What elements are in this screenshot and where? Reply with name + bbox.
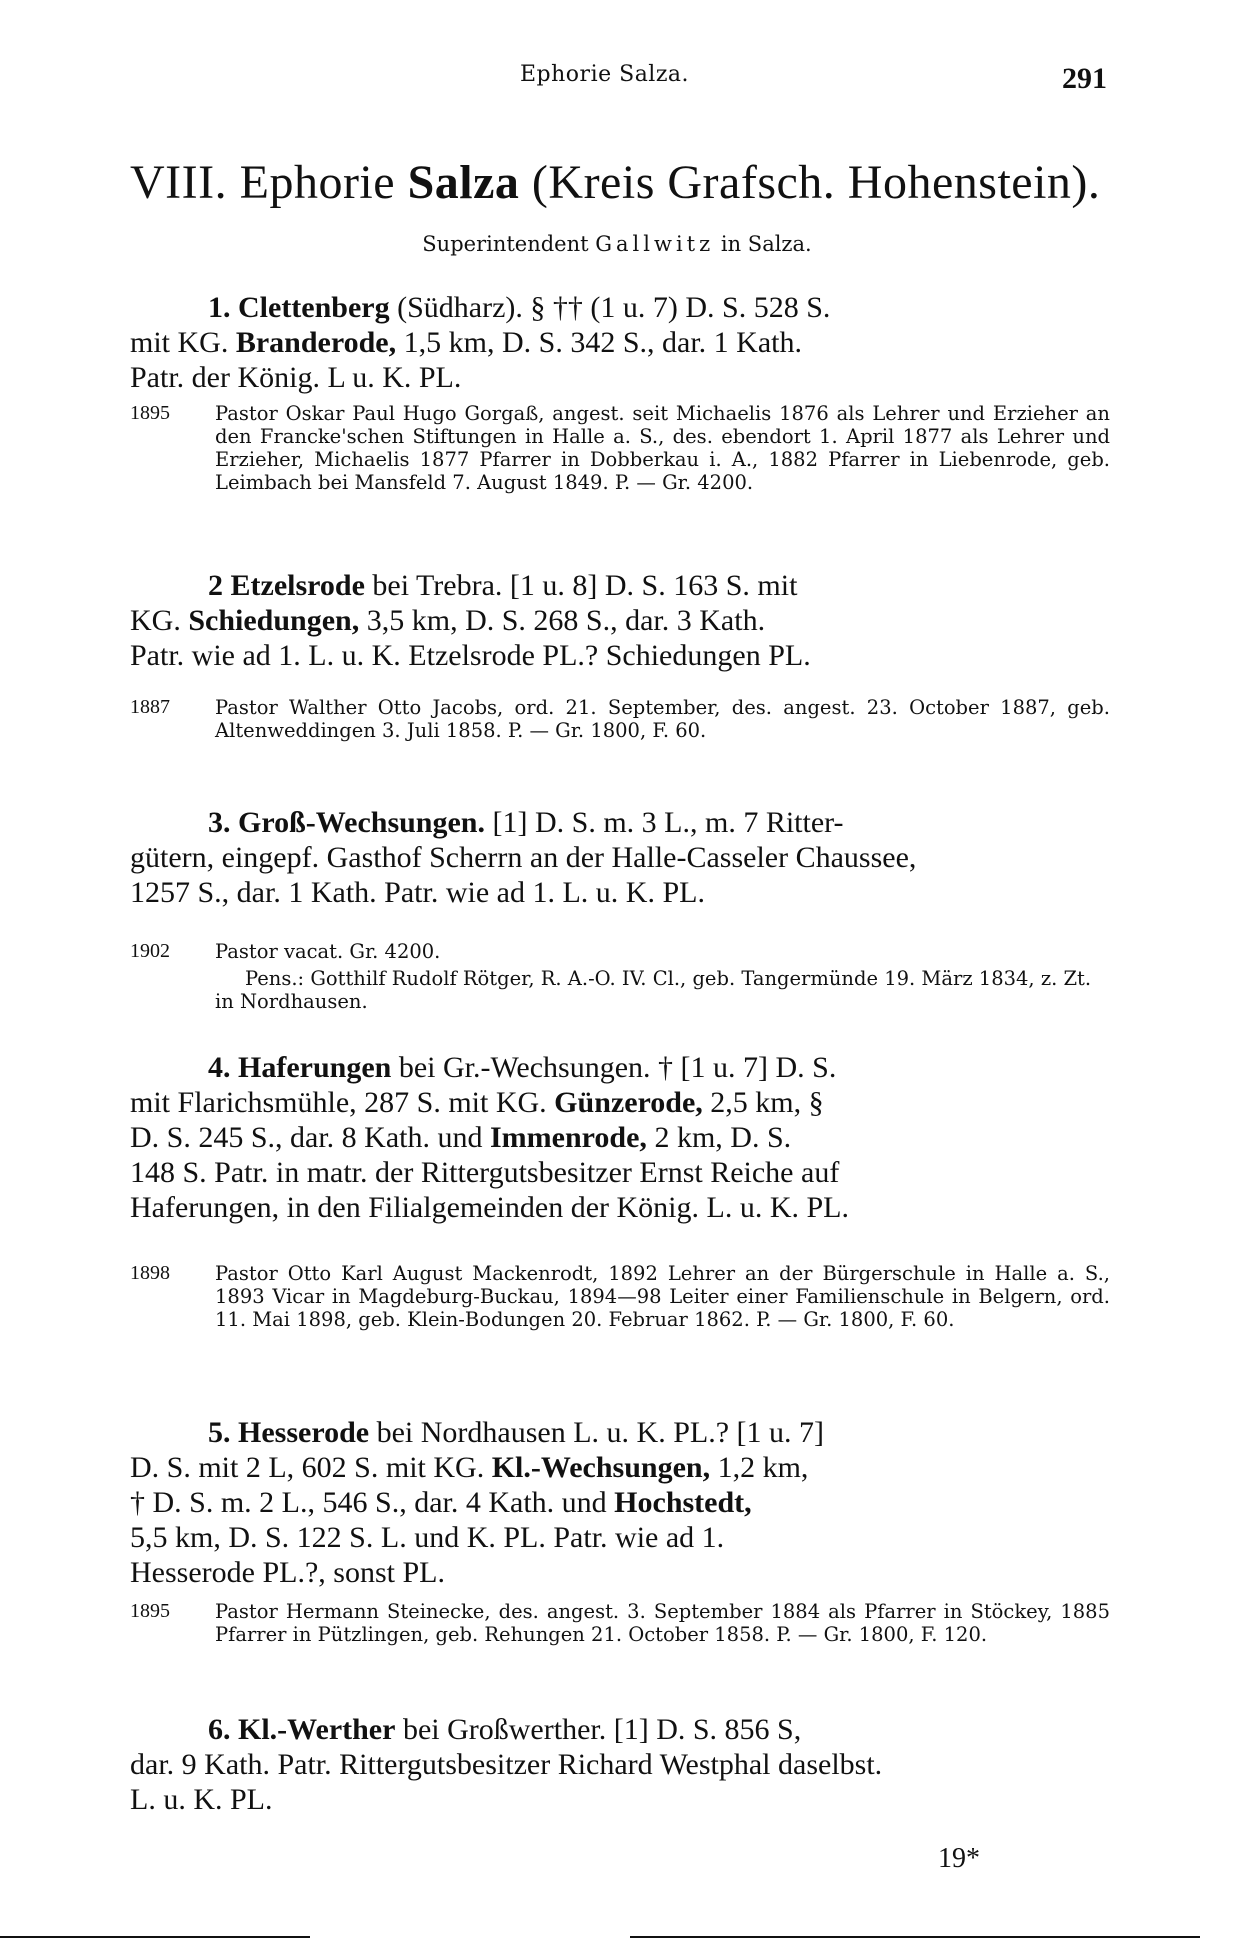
pastor-text: Pastor Walther Otto Jacobs, ord. 21. September, des. angest. 23. October 1887, geb. Altenweddingen 3. Juli 1858. P. — Gr. 1800, F. 60. <box>215 696 1110 742</box>
pastor-note <box>130 1600 1110 1646</box>
page-number: 291 <box>1062 62 1107 95</box>
parish-entry <box>130 568 1110 673</box>
superintendent-place: in Salza. <box>720 232 812 256</box>
entry-text: [1] D. S. m. 3 L., m. 7 Ritter- <box>492 806 844 839</box>
entry-number: 2 <box>208 569 223 602</box>
filial-place-name: Kl.-Wechsungen, <box>491 1451 711 1484</box>
entry-line <box>130 1415 1110 1450</box>
bottom-rule-left <box>0 1936 310 1938</box>
superintendent-line <box>0 232 1234 256</box>
pastor-text: Pastor Hermann Steinecke, des. angest. 3. September 1884 als Pfarrer in Stöckey, 1885 Pfarrer in Pützlingen, geb. Rehungen 21. October 1858. P. — Gr. 1800, F. 120. <box>215 1600 1110 1646</box>
parish-entry <box>130 290 1110 395</box>
entry-line <box>130 568 1110 603</box>
entry-line <box>130 1485 1110 1520</box>
pastor-note <box>130 696 1110 742</box>
pastor-note <box>130 402 1110 494</box>
entry-text: † D. S. m. 2 L., 546 S., dar. 4 Kath. und <box>130 1486 615 1519</box>
entry-number: 6. <box>208 1713 231 1746</box>
pastor-note <box>130 1262 1110 1331</box>
entry-number: 4. <box>208 1051 231 1084</box>
entry-text: 148 S. Patr. in matr. der Rittergutsbesitzer Ernst Reiche auf <box>130 1156 840 1189</box>
entry-text: 3,5 km, D. S. 268 S., dar. 3 Kath. <box>359 604 766 637</box>
entry-line <box>130 875 1110 910</box>
entry-text: Patr. der König. L u. K. PL. <box>130 361 462 394</box>
chapter-title <box>130 155 1120 210</box>
entry-line <box>130 1555 1110 1590</box>
entry-place-name: Clettenberg <box>238 291 390 324</box>
entry-text: KG. <box>130 604 189 637</box>
entry-line <box>130 360 1110 395</box>
entry-line <box>130 805 1110 840</box>
pastor-text: Pastor vacat. Gr. 4200. <box>215 940 441 963</box>
entry-number: 5. <box>208 1416 231 1449</box>
pastor-year: 1898 <box>130 1262 170 1284</box>
entry-line <box>130 1155 1110 1190</box>
entry-place-name: Groß-Wechsungen. <box>238 806 485 839</box>
signature-mark: 19* <box>938 1843 980 1874</box>
parish-entry <box>130 805 1110 910</box>
entry-place-name: Haferungen <box>238 1051 392 1084</box>
entry-line <box>130 1450 1110 1485</box>
entry-line <box>130 1747 1110 1782</box>
filial-place-name: Hochstedt, <box>614 1486 752 1519</box>
entry-line <box>130 1120 1110 1155</box>
entry-line <box>130 1782 1110 1817</box>
entry-line <box>130 1050 1110 1085</box>
entry-place-name: Kl.-Werther <box>238 1713 396 1746</box>
entry-text: mit Flarichsmühle, 287 S. mit KG. <box>130 1086 555 1119</box>
entry-text: bei Trebra. [1 u. 8] D. S. 163 S. mit <box>372 569 798 602</box>
entry-text: Haferungen, in den Filialgemeinden der König. L. u. K. PL. <box>130 1191 850 1224</box>
pastor-text: Pastor Oskar Paul Hugo Gorgaß, angest. seit Michaelis 1876 als Lehrer und Erzieher an den Francke'schen Stiftungen in Halle a. S., des. ebendort 1. April 1877 als Lehrer und Erzieher, Michaelis 1877 Pfarrer in Dobberkau i. A., 1882 Pfarrer in Liebenrode, geb. Leimbach bei Mansfeld 7. August 1849. P. — Gr. 4200. <box>215 402 1110 494</box>
entry-text: bei Nordhausen L. u. K. PL.? [1 u. 7] <box>376 1416 825 1449</box>
entry-line <box>130 325 1110 360</box>
entry-text: mit KG. <box>130 326 236 359</box>
entry-line <box>130 1712 1110 1747</box>
entry-text: D. S. mit 2 L, 602 S. mit KG. <box>130 1451 492 1484</box>
entry-text: L. u. K. PL. <box>130 1783 273 1816</box>
chapter-name: Salza <box>407 156 520 209</box>
entry-line <box>130 1190 1110 1225</box>
parish-entry <box>130 1712 1110 1817</box>
entry-text: 5,5 km, D. S. 122 S. L. und K. PL. Patr. wie ad 1. <box>130 1521 725 1554</box>
entry-text: 1257 S., dar. 1 Kath. Patr. wie ad 1. L. u. K. PL. <box>130 876 705 909</box>
chapter-numeral: VIII. <box>130 156 228 209</box>
entry-text: D. S. 245 S., dar. 8 Kath. und <box>130 1121 490 1154</box>
entry-place-name: Hesserode <box>238 1416 370 1449</box>
parish-entry <box>130 1050 1110 1225</box>
entry-line <box>130 638 1110 673</box>
pastor-year: 1895 <box>130 402 170 424</box>
entry-text: 1,2 km, <box>710 1451 809 1484</box>
entry-text: Patr. wie ad 1. L. u. K. Etzelsrode PL.? Schiedungen PL. <box>130 639 811 672</box>
filial-place-name: Schiedungen, <box>188 604 360 637</box>
entry-line <box>130 290 1110 325</box>
entry-number: 1. <box>208 291 231 324</box>
entry-number: 3. <box>208 806 231 839</box>
filial-place-name: Immenrode, <box>490 1121 647 1154</box>
chapter-word: Ephorie <box>239 156 396 209</box>
superintendent-name: Gallwitz <box>595 232 715 256</box>
entry-line <box>130 1085 1110 1120</box>
pension-note: Pens.: Gotthilf Rudolf Rötger, R. A.-O. IV. Cl., geb. Tangermünde 19. März 1834, z. Zt. in Nordhausen. <box>215 967 1092 1013</box>
entry-place-name: Etzelsrode <box>230 569 365 602</box>
entry-text: Hesserode PL.?, sonst PL. <box>130 1556 445 1589</box>
entry-text: 2 km, D. S. <box>646 1121 792 1154</box>
entry-line <box>130 1520 1110 1555</box>
pastor-year: 1902 <box>130 940 170 962</box>
superintendent-label: Superintendent <box>422 232 589 256</box>
entry-text: 1,5 km, D. S. 342 S., dar. 1 Kath. <box>396 326 802 359</box>
pastor-text: Pastor Otto Karl August Mackenrodt, 1892 Lehrer an der Bürgerschule in Halle a. S., 1893 Vicar in Magdeburg-Buckau, 1894—98 Leiter einer Familienschule in Belgern, ord. 11. Mai 1898, geb. Klein-Bodungen 20. Februar 1862. P. — Gr. 1800, F. 60. <box>215 1262 1110 1331</box>
entry-text: dar. 9 Kath. Patr. Rittergutsbesitzer Richard Westphal daselbst. <box>130 1748 883 1781</box>
filial-place-name: Günzerode, <box>554 1086 703 1119</box>
entry-text: 2,5 km, § <box>702 1086 824 1119</box>
running-head-title: Ephorie Salza. <box>520 62 690 87</box>
filial-place-name: Branderode, <box>235 326 397 359</box>
parish-entry <box>130 1415 1110 1590</box>
chapter-rest: (Kreis Grafsch. Hohenstein). <box>531 156 1101 209</box>
entry-line <box>130 840 1110 875</box>
pastor-note <box>130 940 1110 1013</box>
entry-text: (Südharz). § †† (1 u. 7) D. S. 528 S. <box>397 291 831 324</box>
pastor-year: 1895 <box>130 1600 170 1622</box>
entry-text: bei Großwerther. [1] D. S. 856 S, <box>402 1713 802 1746</box>
entry-line <box>130 603 1110 638</box>
pastor-year: 1887 <box>130 696 170 718</box>
bottom-rule-right <box>630 1936 1200 1938</box>
entry-text: bei Gr.-Wechsungen. † [1 u. 7] D. S. <box>398 1051 837 1084</box>
entry-text: gütern, eingepf. Gasthof Scherrn an der Halle-Casseler Chaussee, <box>130 841 917 874</box>
